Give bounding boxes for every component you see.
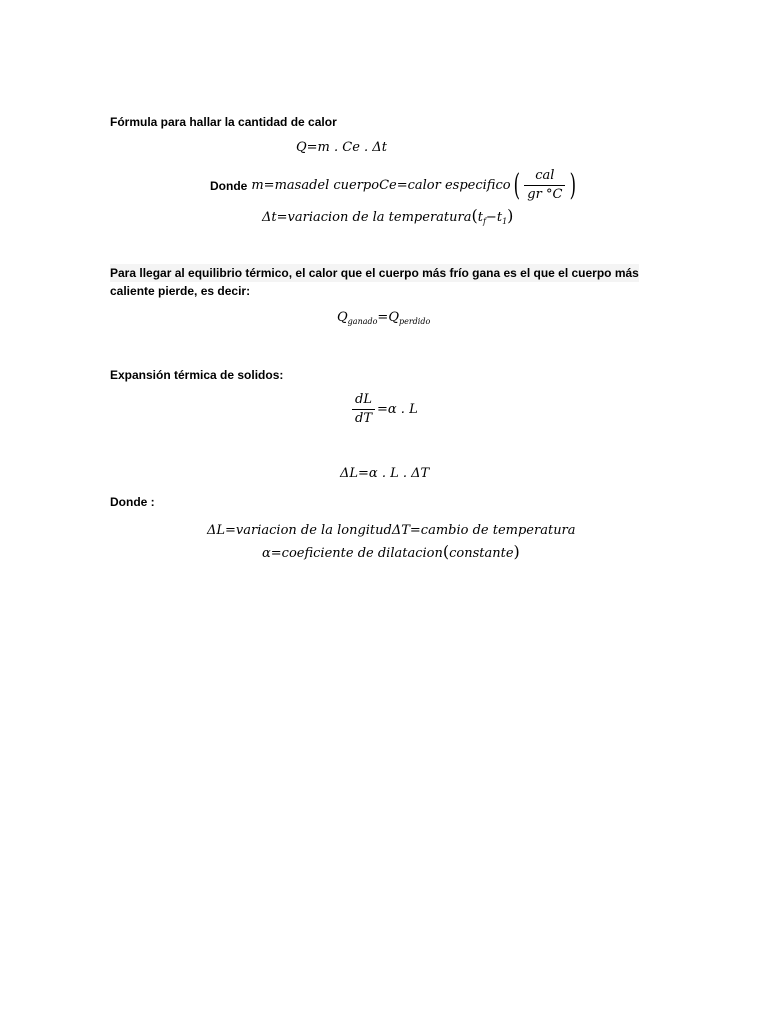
q-lost: Q	[388, 310, 399, 325]
derivative-formula	[350, 392, 418, 427]
q-lost-sub: perdido	[399, 317, 431, 326]
heat-formula-heading: Fórmula para hallar la cantidad de calor	[110, 115, 337, 129]
donde-label: Donde	[210, 178, 248, 193]
alpha-definition-row: α=coeficiente de dilatacion(constante)	[262, 542, 520, 561]
alpha-definition: α=coeficiente de dilatacion	[262, 546, 443, 561]
derivative-rhs: =α . L	[377, 402, 418, 417]
temperature-change-definition: ΔT=cambio de temperatura	[391, 523, 576, 538]
thermal-expansion-heading: Expansión térmica de solidos:	[110, 368, 284, 382]
donde-label-2: Donde :	[110, 495, 155, 509]
q-gained-sub: ganado	[347, 317, 378, 326]
delta-t-definition: Δt=variacion de la temperatura	[262, 210, 472, 225]
expansion-definitions-row	[207, 523, 576, 539]
initial-temp-sub: 1	[502, 217, 508, 226]
length-variation-definition: ΔL=variacion de la longitud	[207, 523, 392, 538]
final-temp: t	[477, 210, 483, 225]
heat-definitions-row	[210, 168, 579, 208]
q-gained: Q	[337, 310, 348, 325]
derivative-fraction	[352, 392, 375, 427]
heat-formula: Q=m . Ce . Δt	[296, 140, 387, 155]
heat-balance-formula: $Q_{ganado}=Q_{perdido}$	[337, 310, 431, 326]
alpha-constant: constante	[449, 546, 514, 561]
mass-definition: m=masadel cuerpo	[251, 177, 380, 193]
temperature-variation-definition: Δt=variacion de la $temperatura(t_f-t_1)$	[262, 206, 514, 226]
unit-denominator: gr °C	[527, 187, 563, 202]
unit-numerator: cal	[524, 168, 565, 186]
derivative-numerator: dL	[352, 392, 375, 410]
final-temp-sub: f	[482, 217, 486, 226]
linear-expansion-formula: ΔL=α . L . ΔT	[340, 466, 430, 481]
unit-fraction	[524, 168, 565, 203]
initial-temp: t	[496, 210, 503, 225]
equilibrium-text-line2: caliente pierde, es decir:	[110, 284, 251, 298]
equilibrium-text-line1: Para llegar al equilibrio térmico, el calor que el cuerpo más frío gana es el que el cuerpo más	[110, 266, 639, 280]
derivative-denominator: dT	[355, 411, 372, 426]
specific-heat-definition: Ce=calor especifico	[379, 177, 511, 193]
specific-heat-unit: ( $\frac{\text{cal}}{gr ^\circ C}$ )	[513, 167, 577, 203]
